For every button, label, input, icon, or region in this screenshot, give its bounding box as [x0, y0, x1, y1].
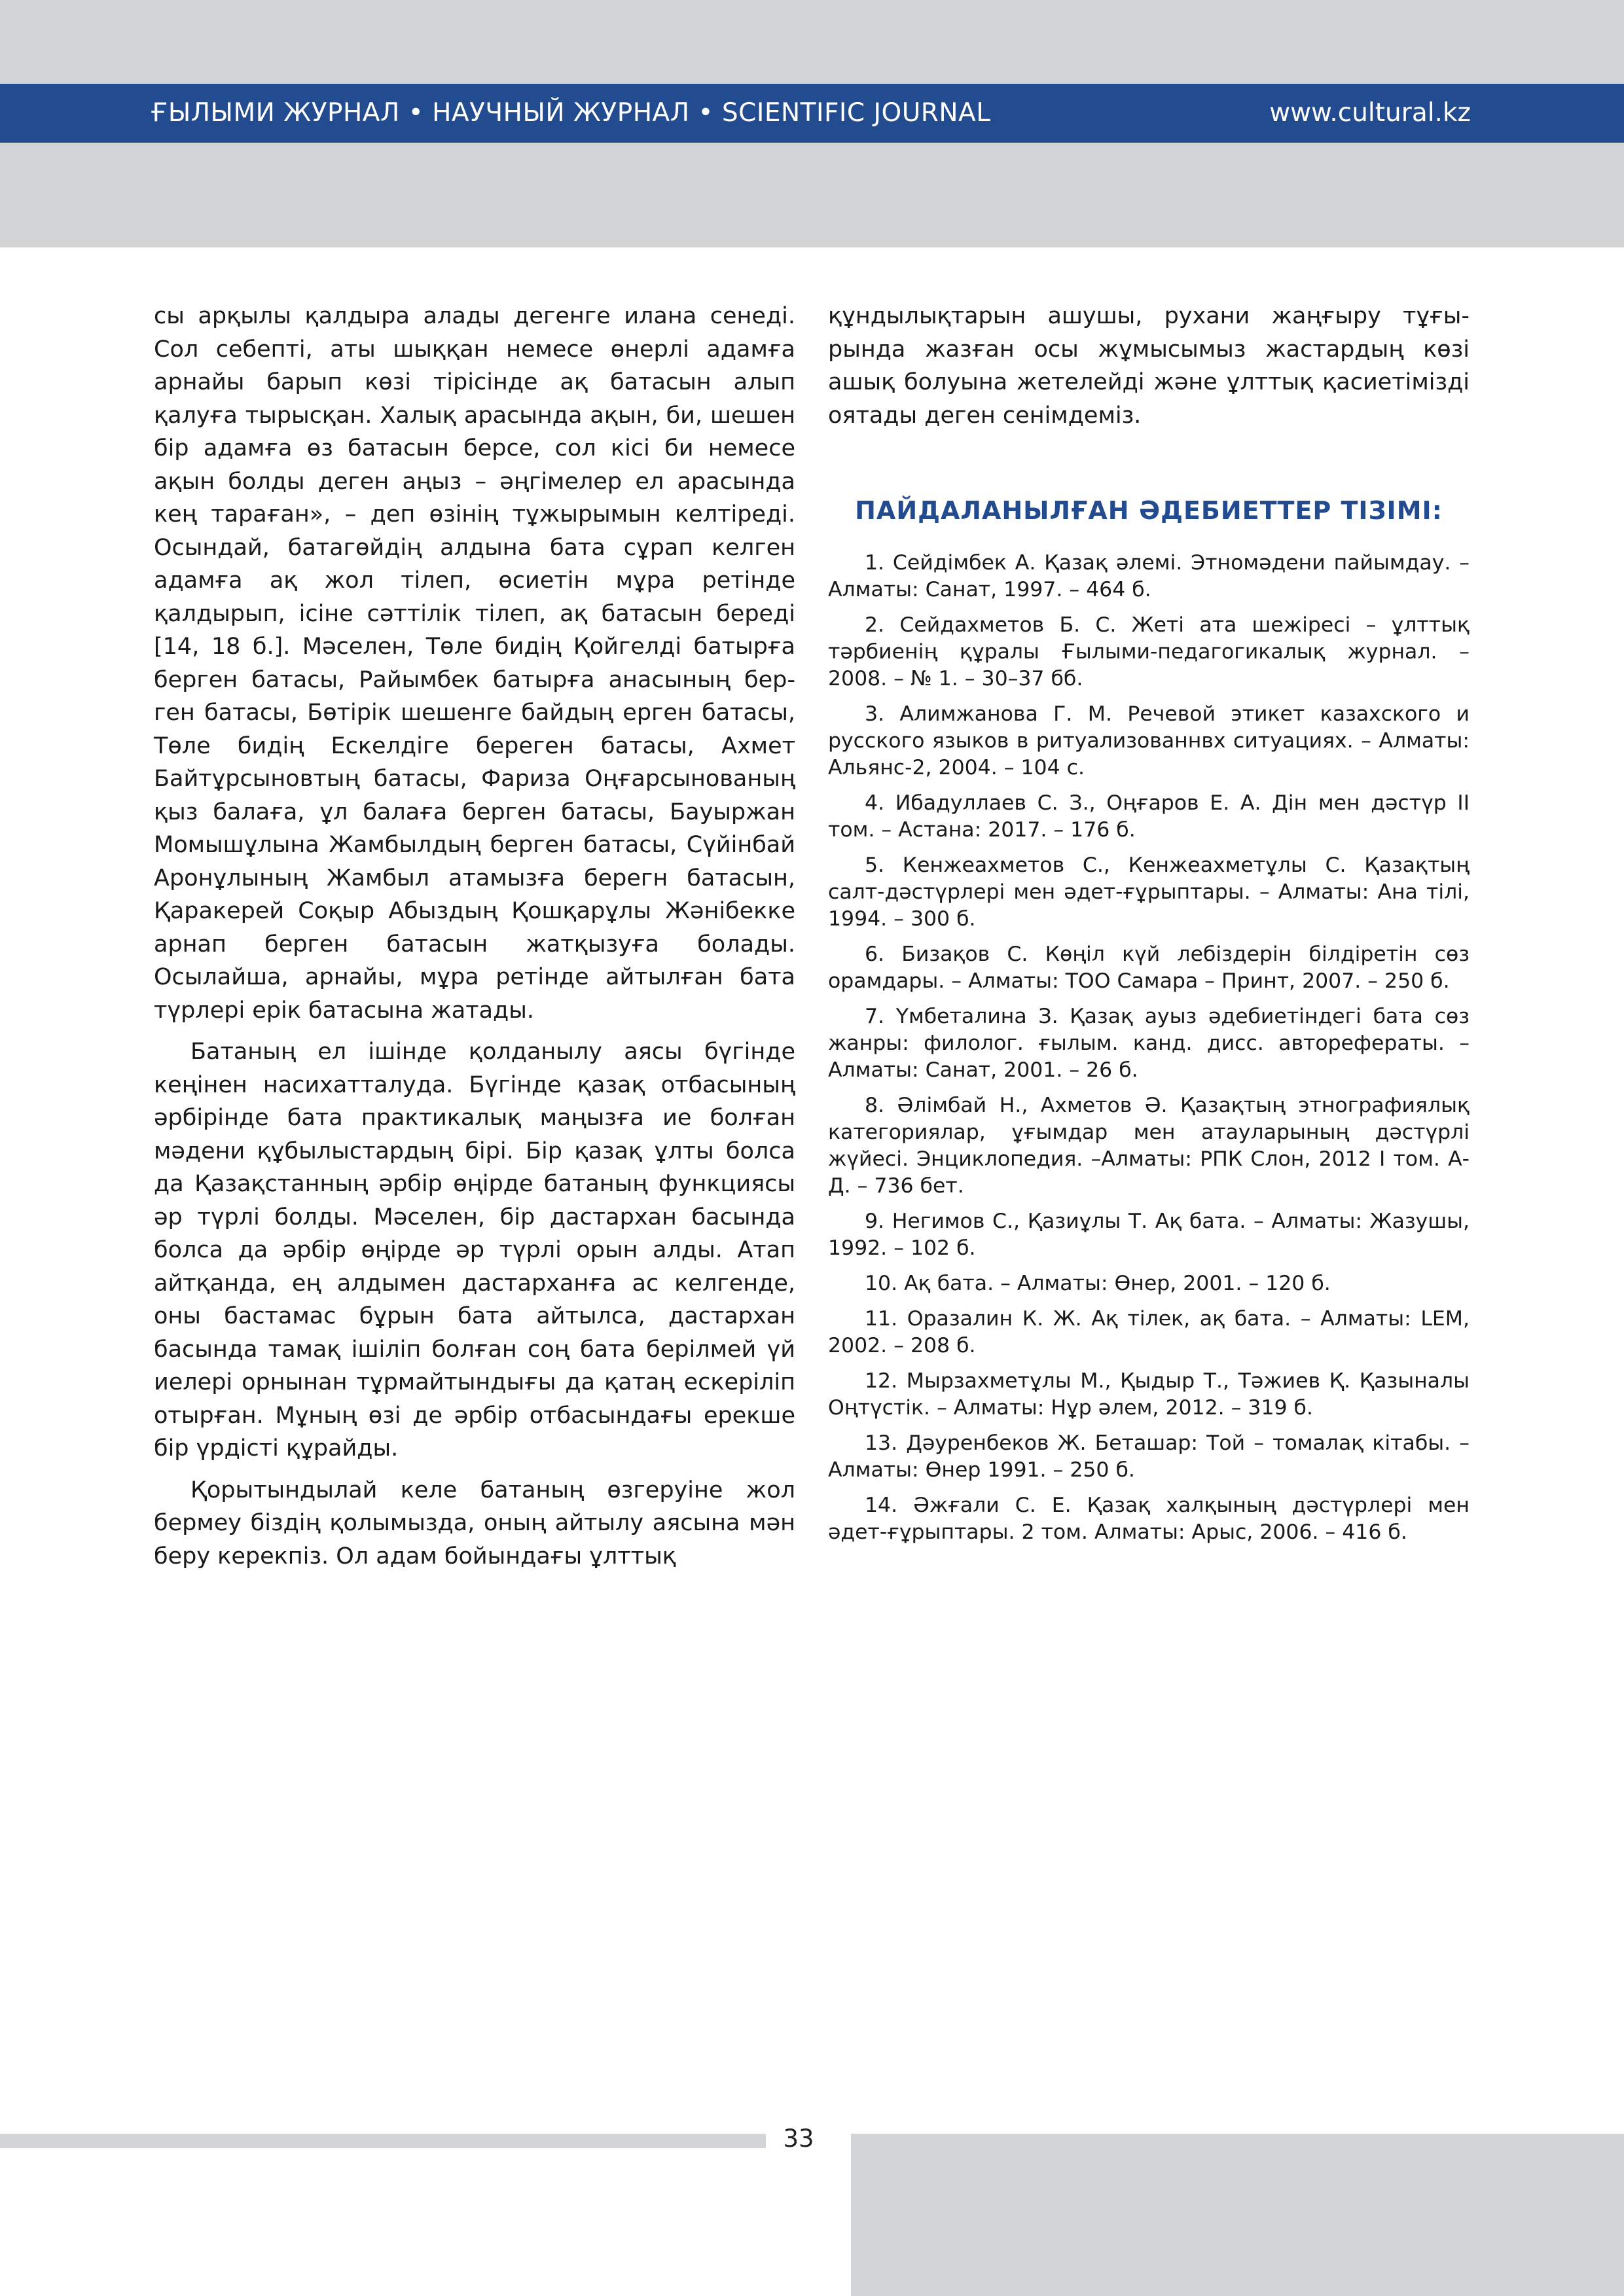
- footer-bar: [0, 2134, 766, 2148]
- body-paragraph: Қорытындылай келе батаның өзгеруіне жол бермеу біздің қолымызда, оның айтылу аясына мән беру керекпіз. Ол адам бойындағы ұлттық: [154, 1477, 795, 1570]
- reference-item: 6. Бизақов С. Көңіл күй лебіздерін білдіретін сөз орамдары. – Алматы: ТОО Самара – Принт, 2007. – 250 б.: [828, 942, 1470, 993]
- page-number: 33: [783, 2125, 814, 2153]
- reference-item: 13. Дәуренбеков Ж. Беташар: Той – томалақ кітабы. – Алматы: Өнер 1991. – 250 б.: [828, 1431, 1470, 1482]
- references-title: ПАЙДАЛАНЫЛҒАН ӘДЕБИЕТТЕР ТІЗІМІ:: [855, 496, 1443, 525]
- right-column: [828, 300, 1470, 1554]
- reference-item: 10. Ақ бата. – Алматы: Өнер, 2001. – 120 б.: [865, 1272, 1331, 1295]
- reference-item: 11. Оразалин К. Ж. Ақ тілек, ақ бата. – Алматы: LEM, 2002. – 208 б.: [828, 1307, 1470, 1357]
- header-band: [0, 84, 1624, 143]
- body-paragraph: Батаның ел ішінде қолданылу аясы бүгінде кеңінен насихатталуда. Бүгінде қазақ отбасының әрбірінде бата практикалық маңызға ие болған мәдени құбылыстардың бірі. Бір қазақ ұлты болса да Қазақстанның әрбір өңірде батаның функциясы әр түрлі болды. Мәселен, бір дастархан басында болса да әрбір өңірде әр түрлі орын алды. Атап айтқанда, ең алдымен дастарханға ас келгенде, оны бастамас бұрын бата айтылса, дастархан басында тамақ ішіліп болған соң бата берілмей үй иелері орнынан тұрмайтындығы да қатаң ескеріліп отырған. Мұның өзі де әрбір отбасындағы ерекше бір үрдісті құрайды.: [154, 1039, 795, 1462]
- reference-item: 9. Негимов С., Қазиұлы Т. Ақ бата. – Алматы: Жазушы, 1992. – 102 б.: [828, 1210, 1470, 1260]
- references-list: [828, 550, 1470, 1546]
- left-column: [154, 300, 795, 1573]
- body-paragraph: құндылықтарын ашушы, рухани жаңғыру тұғырында жазған осы жұмысымыз жастардың көзі ашық болуына жетелейді және ұлттық қасиетімізді оятады деген сенімдеміз.: [828, 303, 1470, 429]
- reference-item: 12. Мырзахметұлы М., Қыдыр Т., Тәжиев Қ. Қазыналы Оңтүстік. – Алматы: Нұр әлем, 2012. – 319 б.: [828, 1369, 1470, 1420]
- journal-titles: ҒЫЛЫМИ ЖУРНАЛ • НАУЧНЫЙ ЖУРНАЛ • SCIENTIFIC JOURNAL: [151, 98, 991, 128]
- reference-item: 4. Ибадуллаев С. З., Оңғаров Е. А. Дін мен дәстүр II том. – Астана: 2017. – 176 б.: [828, 791, 1470, 842]
- reference-item: 2. Сейдахметов Б. С. Жеті ата шежіресі – ұлттық тәрбиенің құралы Ғылыми-педагогикалық журнал. – 2008. – № 1. – 30–37 бб.: [828, 613, 1470, 691]
- reference-item: 5. Кенжеахметов С., Кенжеахметұлы С. Қазақтың салт-дәстүрлері мен әдет-ғұрыптары. – Алматы: Ана тілі, 1994. – 300 б.: [828, 853, 1470, 931]
- reference-item: 1. Сейдімбек А. Қазақ әлемі. Этномәдени пайымдау. – Алматы: Санат, 1997. – 464 б.: [828, 551, 1470, 601]
- website-link[interactable]: www.cultural.kz: [1269, 98, 1471, 128]
- reference-item: 8. Әлімбай Н., Ахметов Ә. Қазақтың этнографиялық категориялар, ұғымдар мен атауларының дәстүрлі жүйесі. Энциклопедия. –Алматы: РПК Слон, 2012 I том. А-Д. – 736 бет.: [828, 1094, 1470, 1198]
- reference-item: 7. Үмбеталина З. Қазақ ауыз әдебиетіндегі бата сөз жанры: филолог. ғылым. канд. дисс. авторефераты. – Алматы: Санат, 2001. – 26 б.: [828, 1005, 1470, 1082]
- footer-block: [851, 2134, 1624, 2296]
- reference-item: 14. Әжғали С. Е. Қазақ халқының дәстүрлері мен әдет-ғұрыптары. 2 том. Алматы: Арыс, 2006. – 416 б.: [828, 1494, 1470, 1544]
- reference-item: 3. Алимжанова Г. М. Речевой этикет казахского и русского языков в ритуализованнвх ситуациях. – Алматы: Альянс-2, 2004. – 104 с.: [828, 702, 1470, 780]
- body-paragraph: сы арқылы қалдыра алады дегенге илана сенеді. Сол себепті, аты шыққан немесе өнерлі адамға арнайы барып көзі тірісінде ақ батасын алып қалуға тырысқан. Халық арасында ақын, би, шешен бір адамға өз батасын берсе, сол кісі би немесе ақын болды деген аңыз – әңгімелер ел арасында кең тараған», – деп өзінің тұжырымын келтіреді. Осындай, батагөйдің алдына бата сұрап келген адамға ақ жол тілеп, өсиетін мұра ретінде қалдырып, ісіне сәттілік тілеп, ақ батасын береді [14, 18 б.]. Мәселен, Төле бидің Қойгелді батырға берген батасы, Райымбек батырға анасының берген батасы, Бөтірік шешенге байдың ерген батасы, Төле бидің Ескелдіге береген батасы, Ахмет Байтұрсыновтың батасы, Фариза Оңғарсынованың қыз балаға, ұл балаға берген батасы, Бауыржан Момышұлына Жамбылдың берген батасы, Сүйінбай Аронұлының Жамбыл атамызға берегн батасын, Қаракерей Соқыр Абыздың Қошқарұлы Жәнібекке арнап берген батасын жатқызуға болады. Осылайша, арнайы, мұра ретінде айтылған бата түрлері ерік батасына жатады.: [154, 303, 795, 1024]
